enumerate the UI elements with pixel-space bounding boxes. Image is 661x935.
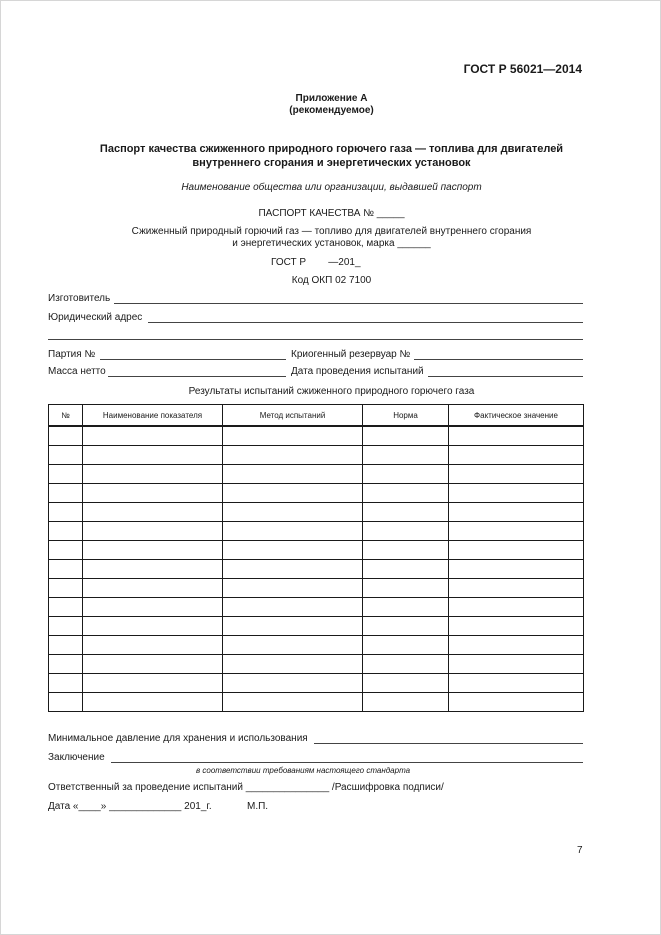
table-cell[interactable]	[449, 541, 584, 560]
conclusion-line[interactable]	[111, 762, 583, 763]
table-cell[interactable]	[449, 598, 584, 617]
legal-address-line-2[interactable]	[48, 339, 583, 340]
table-cell[interactable]	[49, 522, 83, 541]
table-cell[interactable]	[83, 655, 223, 674]
table-cell[interactable]	[363, 655, 449, 674]
table-cell[interactable]	[223, 655, 363, 674]
product-line1: Сжиженный природный горючий газ — топливо для двигателей внутреннего сгорания	[131, 226, 532, 237]
table-cell[interactable]	[83, 617, 223, 636]
test-date-label: Дата проведения испытаний	[291, 366, 424, 377]
responsible-line: Ответственный за проведение испытаний _______________ /Расшифровка подписи/	[48, 782, 444, 793]
table-cell[interactable]	[449, 426, 584, 446]
table-cell[interactable]	[223, 617, 363, 636]
table-cell[interactable]	[363, 693, 449, 712]
table-cell[interactable]	[223, 674, 363, 693]
table-cell[interactable]	[449, 484, 584, 503]
cryo-tank-line[interactable]	[414, 359, 583, 360]
table-cell[interactable]	[223, 541, 363, 560]
table-row	[49, 598, 584, 617]
conclusion-label: Заключение	[48, 752, 105, 763]
table-cell[interactable]	[449, 617, 584, 636]
table-cell[interactable]	[363, 636, 449, 655]
table-row	[49, 655, 584, 674]
table-row	[49, 617, 584, 636]
table-cell[interactable]	[449, 636, 584, 655]
manufacturer-line[interactable]	[114, 303, 583, 304]
table-header-row	[49, 405, 584, 427]
cryo-tank-label: Криогенный резервуар №	[291, 349, 411, 360]
table-row	[49, 579, 584, 598]
table-row	[49, 541, 584, 560]
table-cell[interactable]	[223, 579, 363, 598]
table-row	[49, 560, 584, 579]
table-row	[49, 674, 584, 693]
issuer-caption: Наименование общества или организации, выдавшей паспорт	[181, 182, 482, 193]
table-cell[interactable]	[363, 674, 449, 693]
manufacturer-label: Изготовитель	[48, 293, 111, 304]
table-cell[interactable]	[223, 560, 363, 579]
table-cell[interactable]	[449, 465, 584, 484]
table-cell[interactable]	[363, 617, 449, 636]
table-cell[interactable]	[83, 465, 223, 484]
net-mass-line[interactable]	[108, 376, 286, 377]
column-header-norm: Норма	[363, 405, 449, 427]
table-cell[interactable]	[363, 579, 449, 598]
column-header-method: Метод испытаний	[223, 405, 363, 427]
table-cell[interactable]	[49, 674, 83, 693]
table-cell[interactable]	[83, 426, 223, 446]
quality-passport-number: ПАСПОРТ КАЧЕСТВА № _____	[258, 208, 405, 219]
min-pressure-line[interactable]	[314, 743, 583, 744]
table-cell[interactable]	[363, 598, 449, 617]
table-cell[interactable]	[363, 465, 449, 484]
gost-reference: ГОСТ Р —201_	[271, 257, 361, 268]
passport-title-line1: Паспорт качества сжиженного природного горючего газа — топлива для двигателей	[99, 143, 564, 155]
table-cell[interactable]	[363, 560, 449, 579]
conclusion-caption: в соответствии требованиям настоящего стандарта	[196, 766, 411, 775]
table-row	[49, 636, 584, 655]
table-row	[49, 522, 584, 541]
table-cell[interactable]	[223, 446, 363, 465]
table-cell[interactable]	[83, 579, 223, 598]
table-cell[interactable]	[223, 522, 363, 541]
product-line2: и энергетических установок, марка ______	[232, 238, 431, 249]
net-mass-label: Масса нетто	[48, 366, 106, 377]
table-row	[49, 484, 584, 503]
table-cell[interactable]	[83, 446, 223, 465]
table-cell[interactable]	[449, 446, 584, 465]
table-cell[interactable]	[49, 465, 83, 484]
table-cell[interactable]	[363, 426, 449, 446]
column-header-actual: Фактическое значение	[449, 405, 584, 427]
appendix-title: Приложение А	[295, 93, 368, 104]
batch-line[interactable]	[100, 359, 286, 360]
table-cell[interactable]	[49, 617, 83, 636]
table-cell[interactable]	[223, 503, 363, 522]
table-cell[interactable]	[449, 693, 584, 712]
table-cell[interactable]	[83, 541, 223, 560]
table-cell[interactable]	[363, 522, 449, 541]
table-cell[interactable]	[49, 560, 83, 579]
table-cell[interactable]	[49, 579, 83, 598]
table-cell[interactable]	[449, 503, 584, 522]
legal-address-label: Юридический адрес	[48, 312, 143, 323]
table-cell[interactable]	[363, 541, 449, 560]
okp-code: Код ОКП 02 7100	[291, 275, 372, 286]
table-cell[interactable]	[83, 598, 223, 617]
table-cell[interactable]	[449, 579, 584, 598]
table-cell[interactable]	[49, 446, 83, 465]
table-cell[interactable]	[49, 636, 83, 655]
table-cell[interactable]	[49, 484, 83, 503]
batch-label: Партия №	[48, 349, 96, 360]
stamp-placeholder: М.П.	[247, 801, 269, 812]
table-cell[interactable]	[363, 484, 449, 503]
results-title: Результаты испытаний сжиженного природного горючего газа	[188, 386, 475, 397]
table-cell[interactable]	[49, 598, 83, 617]
table-cell[interactable]	[49, 426, 83, 446]
table-cell[interactable]	[83, 636, 223, 655]
min-pressure-label: Минимальное давление для хранения и использования	[48, 733, 308, 744]
legal-address-line[interactable]	[148, 322, 583, 323]
table-cell[interactable]	[223, 636, 363, 655]
passport-title-line2: внутреннего сгорания и энергетических установок	[192, 157, 471, 169]
table-cell[interactable]	[83, 503, 223, 522]
table-cell[interactable]	[223, 693, 363, 712]
table-cell[interactable]	[49, 503, 83, 522]
table-cell[interactable]	[363, 446, 449, 465]
table-cell[interactable]	[83, 693, 223, 712]
table-cell[interactable]	[83, 522, 223, 541]
date-line: Дата «____» _____________ 201_г.	[48, 801, 212, 812]
table-row	[49, 693, 584, 712]
table-cell[interactable]	[449, 522, 584, 541]
table-cell[interactable]	[83, 484, 223, 503]
table-cell[interactable]	[223, 465, 363, 484]
table-cell[interactable]	[363, 503, 449, 522]
appendix-subtitle: (рекомендуемое)	[289, 105, 374, 116]
page-number: 7	[577, 845, 583, 856]
table-cell[interactable]	[49, 655, 83, 674]
table-body	[49, 426, 584, 712]
column-header-indicator: Наименование показателя	[83, 405, 223, 427]
table-cell[interactable]	[449, 560, 584, 579]
table-cell[interactable]	[83, 674, 223, 693]
table-cell[interactable]	[83, 560, 223, 579]
column-header-number: №	[49, 405, 83, 427]
table-cell[interactable]	[49, 541, 83, 560]
table-cell[interactable]	[223, 426, 363, 446]
results-table	[48, 404, 584, 712]
table-cell[interactable]	[223, 484, 363, 503]
table-cell[interactable]	[449, 674, 584, 693]
table-cell[interactable]	[449, 655, 584, 674]
table-row	[49, 465, 584, 484]
table-cell[interactable]	[223, 598, 363, 617]
table-row	[49, 446, 584, 465]
test-date-line[interactable]	[428, 376, 583, 377]
table-cell[interactable]	[49, 693, 83, 712]
document-code: ГОСТ Р 56021—2014	[463, 62, 582, 76]
table-row	[49, 426, 584, 446]
table-row	[49, 503, 584, 522]
